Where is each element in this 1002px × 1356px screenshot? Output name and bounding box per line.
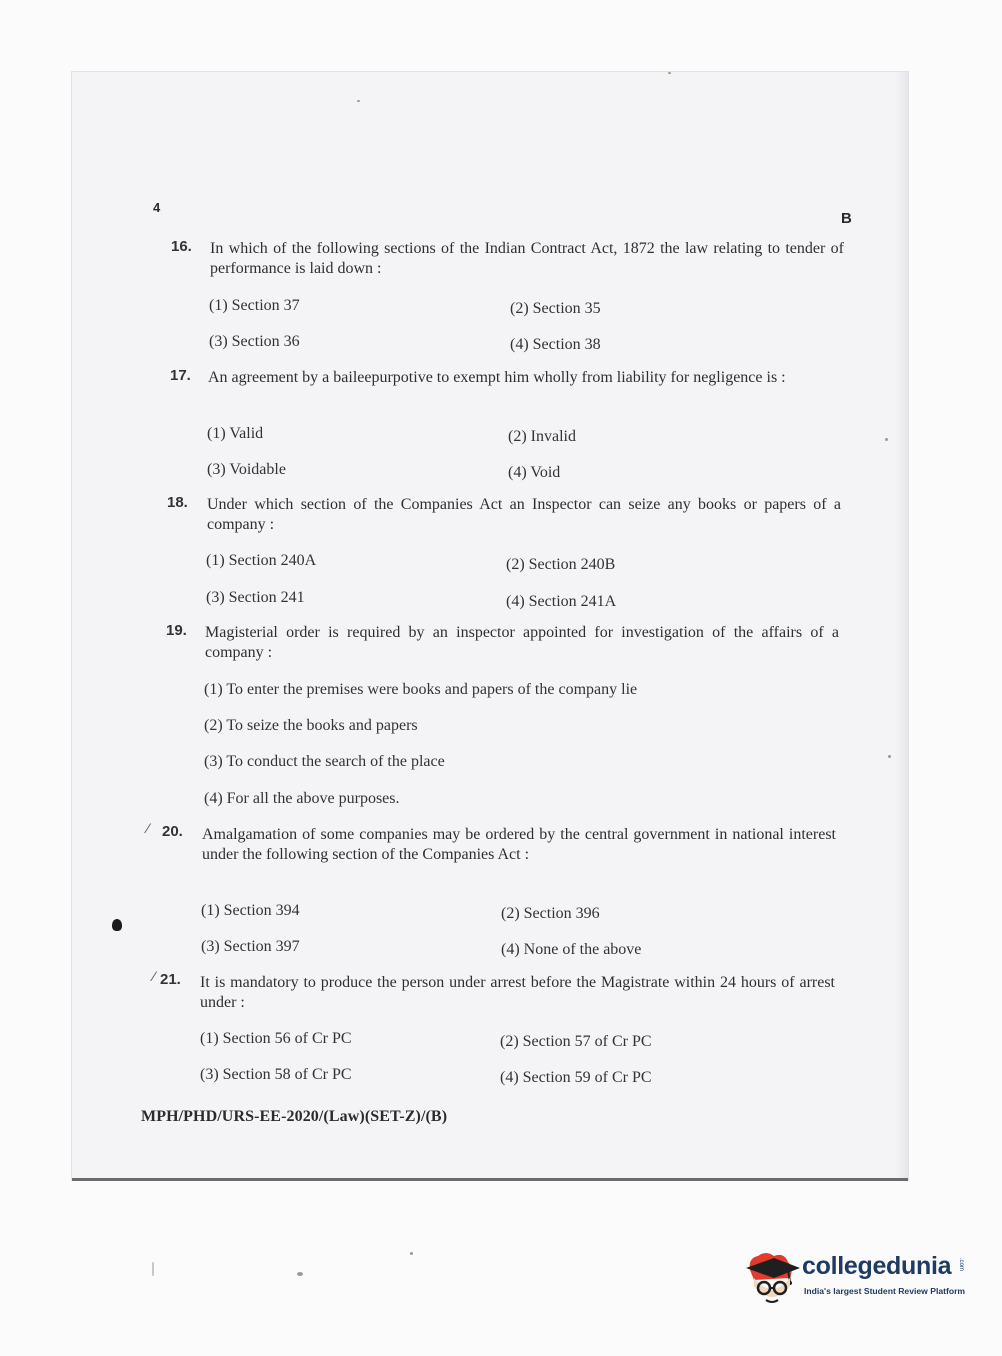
option: (4) Section 59 of Cr PC: [500, 1069, 652, 1086]
option: (3) Section 397: [201, 938, 300, 955]
option: (2) Section 396: [501, 905, 600, 922]
option: (2) To seize the books and papers: [204, 717, 418, 734]
option: (3) To conduct the search of the place: [204, 753, 445, 770]
question-number: 19.: [166, 622, 187, 639]
option: (2) Section 35: [510, 300, 601, 317]
question-number: 20.: [162, 823, 183, 840]
scan-speck: [297, 1272, 303, 1276]
pen-tick-mark: ⁄: [153, 968, 156, 984]
logo-name: collegedunia: [802, 1252, 952, 1280]
option: (4) Section 38: [510, 336, 601, 353]
option: (3) Section 36: [209, 333, 300, 350]
logo-dotcom: .com: [958, 1258, 964, 1272]
logo-tagline: India's largest Student Review Platform: [804, 1286, 966, 1296]
option: (3) Section 241: [206, 589, 305, 606]
option: (2) Section 240B: [506, 556, 616, 573]
sheet-edge: [896, 72, 908, 1180]
option: (2) Invalid: [508, 428, 576, 445]
question-number: 17.: [170, 367, 191, 384]
question-text: Under which section of the Companies Act an Inspector can seize any books or papers of a company :: [207, 496, 841, 533]
scan-speck: [152, 1262, 154, 1276]
option: (4) For all the above purposes.: [204, 790, 400, 807]
scan-speck: [668, 72, 671, 74]
option: (1) Section 56 of Cr PC: [200, 1030, 352, 1047]
scan-speck: [885, 438, 888, 441]
paper-code: MPH/PHD/URS-EE-2020/(Law)(SET-Z)/(B): [141, 1108, 448, 1125]
option: (4) None of the above: [501, 941, 642, 958]
option: (3) Section 58 of Cr PC: [200, 1066, 352, 1083]
question-text: Amalgamation of some companies may be ordered by the central government in national interest under the following section of the Companies Act :: [202, 826, 836, 863]
option: (1) To enter the premises were books and papers of the company lie: [204, 681, 638, 698]
set-letter: B: [841, 210, 852, 227]
question-text: It is mandatory to produce the person under arrest before the Magistrate within 24 hours of arrest under :: [200, 974, 835, 1011]
scan-speck: [357, 100, 360, 102]
graduate-cap-glasses-icon: [744, 1248, 800, 1308]
option: (4) Void: [508, 464, 561, 481]
question-number: 18.: [167, 494, 188, 511]
page-number: 4: [153, 200, 161, 215]
question-text: An agreement by a baileepurpotive to exempt him wholly from liability for negligence is :: [208, 369, 786, 386]
option: (4) Section 241A: [506, 593, 617, 610]
option: (1) Section 394: [201, 902, 300, 919]
collegedunia-logo: [744, 1248, 968, 1310]
option: (1) Section 240A: [206, 552, 317, 569]
question-number: 16.: [171, 238, 192, 255]
question-text: In which of the following sections of the Indian Contract Act, 1872 the law relating to tender of performance is laid down :: [210, 240, 844, 277]
ink-dot: [112, 919, 122, 931]
sheet-bottom-edge: [72, 1178, 908, 1181]
option: (2) Section 57 of Cr PC: [500, 1033, 652, 1050]
option: (3) Voidable: [207, 461, 286, 478]
question-number: 21.: [160, 971, 181, 988]
scan-speck: [410, 1252, 413, 1255]
scan-speck: [888, 755, 891, 758]
option: (1) Valid: [207, 425, 264, 442]
question-text: Magisterial order is required by an inspector appointed for investigation of the affairs of a company :: [205, 624, 839, 661]
pen-tick-mark: ⁄: [147, 820, 150, 836]
option: (1) Section 37: [209, 297, 300, 314]
